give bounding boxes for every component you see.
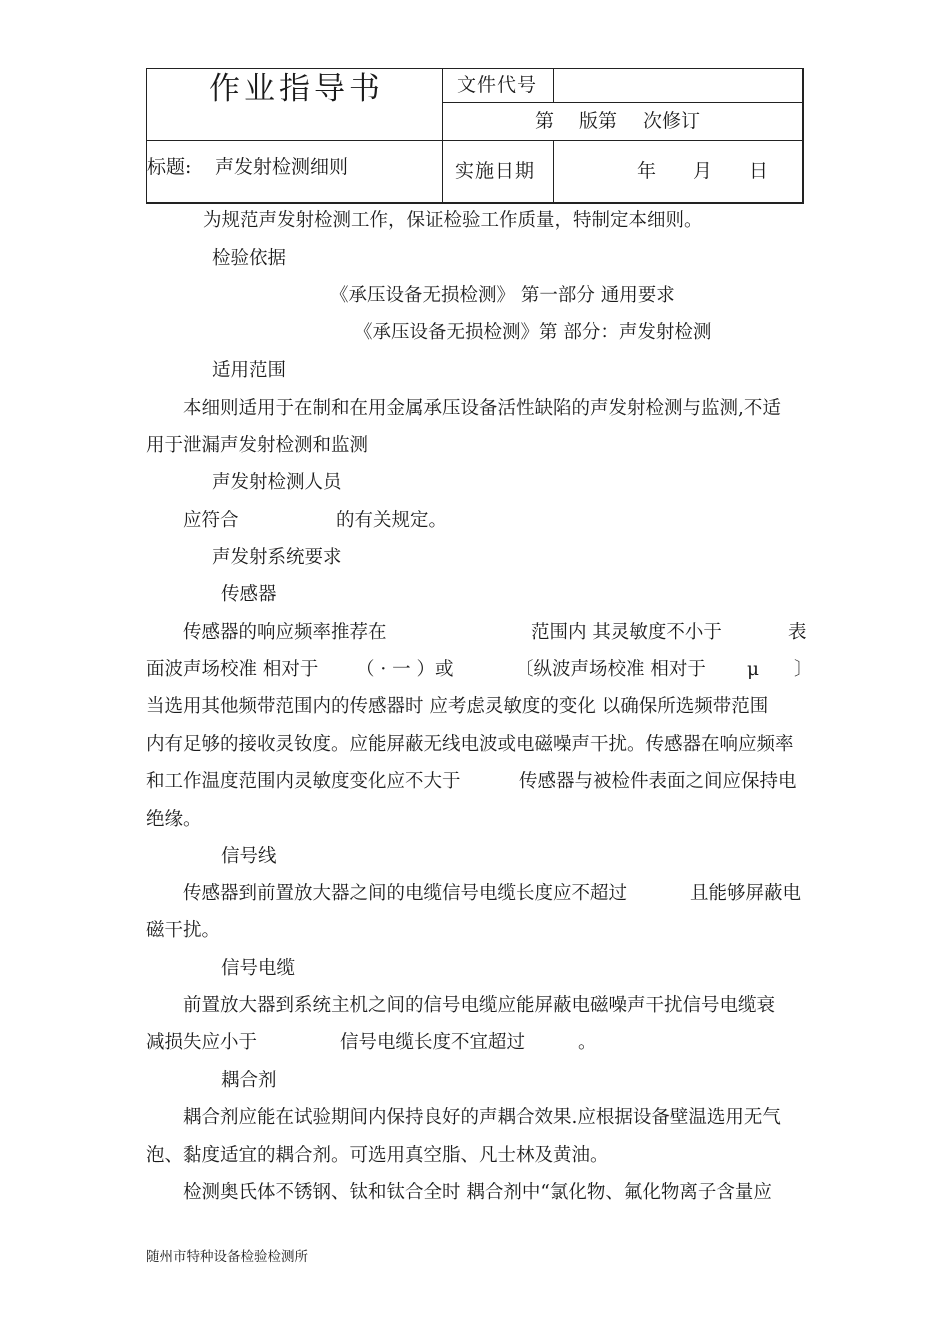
signal-line-heading: 信号线: [221, 846, 277, 867]
signal-cable-text-2c: 。: [578, 1032, 597, 1053]
personnel-text-a: 应符合: [183, 510, 239, 531]
header-divider-vertical-2a: [553, 69, 554, 102]
scope-line-2: 用于泄漏声发射检测和监测: [146, 435, 369, 456]
basis-reference-2: 《承压设备无损检测》第 部分：声发射检测: [354, 322, 712, 343]
document-header-table: [146, 68, 804, 204]
couplant-text-2: 泡、黏度适宜的耦合剂。可选用真空脂、凡士林及黄油。: [146, 1145, 609, 1166]
sensor-line-1b: 范围内 其灵敏度不小于: [531, 622, 722, 643]
date-day: 日: [749, 160, 769, 182]
revision-di: 第: [535, 110, 555, 132]
system-heading: 声发射系统要求: [212, 547, 342, 568]
document-title: 作业指导书: [209, 71, 384, 107]
sensor-line-5b: 传感器与被检件表面之间应保持电: [519, 771, 797, 792]
signal-line-text-1a: 传感器到前置放大器之间的电缆信号电缆长度应不超过: [183, 883, 628, 904]
personnel-heading: 声发射检测人员: [212, 472, 342, 493]
sensor-heading: 传感器: [221, 584, 277, 605]
header-divider-horizontal-1: [442, 102, 802, 103]
intro-paragraph: 为规范声发射检测工作，保证检验工作质量，特制定本细则。: [203, 210, 703, 231]
date-month: 月: [693, 160, 713, 182]
revision-edition: 版第: [579, 110, 618, 132]
header-divider-vertical-1: [442, 69, 443, 202]
sensor-line-1a: 传感器的响应频率推荐在: [183, 622, 387, 643]
signal-line-text-2: 磁干扰。: [146, 920, 221, 941]
personnel-text-b: 的有关规定。: [336, 510, 448, 531]
couplant-text-1: 耦合剂应能在试验期间内保持良好的声耦合效果.应根据设备壁温选用无气: [183, 1107, 781, 1128]
signal-line-text-1b: 且能够屏蔽电: [690, 883, 802, 904]
sensor-line-2e: 〕: [794, 659, 813, 680]
sensor-line-2a: 面波声场校准 相对于: [146, 659, 319, 680]
signal-cable-text-2a: 减损失应小于: [146, 1032, 258, 1053]
scope-heading: 适用范围: [212, 360, 287, 381]
couplant-heading: 耦合剂: [221, 1070, 277, 1091]
footer-organization: 随州市特种设备检验检测所: [146, 1249, 308, 1265]
revision-count: 次修订: [643, 110, 701, 132]
couplant-text-3: 检测奥氏体不锈钢、钛和钛合全时 耦合剂中“氯化物、氟化物离子含量应: [183, 1182, 772, 1203]
file-code-label: 文件代号: [457, 74, 538, 96]
effective-date-label: 实施日期: [455, 160, 536, 182]
sensor-line-5a: 和工作温度范围内灵敏度变化应不大于: [146, 771, 461, 792]
header-divider-horizontal-2: [147, 140, 802, 141]
signal-cable-text-2b: 信号电缆长度不宜超过: [340, 1032, 526, 1053]
signal-cable-text-1: 前置放大器到系统主机之间的信号电缆应能屏蔽电磁噪声干扰信号电缆衰: [183, 995, 776, 1016]
sensor-line-3: 当选用其他频带范围内的传感器时 应考虑灵敏度的变化 以确保所选频带范围: [146, 696, 769, 717]
sensor-line-2d: μ: [747, 659, 760, 680]
sensor-line-2c: 〔纵波声场校准 相对于: [515, 659, 706, 680]
header-divider-vertical-2b: [553, 140, 554, 202]
signal-cable-heading: 信号电缆: [221, 958, 296, 979]
subject-label: 标题:: [147, 156, 192, 178]
scope-line-1: 本细则适用于在制和在用金属承压设备活性缺陷的声发射检测与监测,不适: [183, 398, 781, 419]
basis-reference-1: 《承压设备无损检测》 第一部分 通用要求: [330, 285, 675, 306]
basis-heading: 检验依据: [212, 248, 287, 269]
subject-value: 声发射检测细则: [215, 156, 349, 178]
sensor-line-2b: （ · 一 ）或: [356, 659, 454, 680]
date-year: 年: [637, 160, 657, 182]
sensor-line-4: 内有足够的接收灵钕度。应能屏蔽无线电波或电磁噪声干扰。传感器在响应频率: [146, 734, 794, 755]
sensor-line-1c: 表: [788, 622, 807, 643]
sensor-line-6: 绝缘。: [146, 809, 202, 830]
